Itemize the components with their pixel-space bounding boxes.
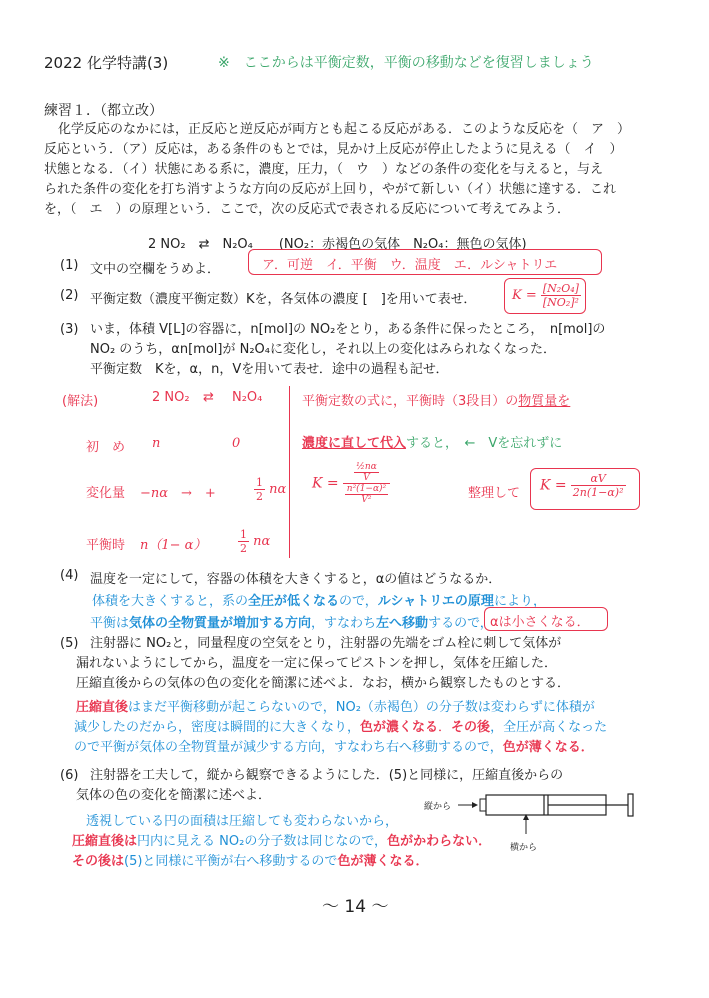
q6-a2-b: 円内に見える NO₂の分子数は同じなので， [137,834,388,849]
solution-divider [289,386,290,558]
q6-line-2: 気体の色の変化を簡潔に述べよ． [76,788,272,803]
q5-a2-r1: 色が濃くなる [360,720,439,735]
row-initial-product: 0 [232,436,241,451]
q4-text: 温度を一定にして，容器の体積を大きくすると，αの値はどうなるか． [90,572,502,587]
q5-a1-r: 圧縮直後 [76,700,129,715]
header-note: ※ ここからは平衡定数，平衡の移動などを復習しましょう [218,55,594,71]
half-den: 2 [256,490,263,503]
body-line-2: 反応という．（ア）反応は，ある条件のもとでは，見かけ上反応が停止したように見える（ イ ） [44,142,623,157]
solution-right-2-text: すると， ← Vを忘れずに [406,436,563,451]
solution-reactant: 2 NO₂ [152,390,190,405]
solution-arrow: ⇄ [203,390,214,405]
reaction-equation: 2 NO₂ ⇄ N₂O₄ (NO₂：赤褐色の気体 N₂O₄：無色の気体) [148,237,527,252]
q4-a2-5: するので， [428,616,493,631]
row-change-product: nα [269,482,287,497]
q4-number: (4) [60,568,79,583]
solution-right-1-text: 平衡定数の式に，平衡時（3段目）の [302,394,519,409]
q5-a3-r: 色が薄くなる． [502,740,594,755]
half-num: 1 [256,476,263,489]
k-derivation-den [343,484,390,505]
q5-a2-b2: ，全圧が高くなった [490,720,608,735]
final-den: 2n(1−α)² [572,486,624,499]
exercise-body [44,120,630,220]
q5-a2-b: 減少したのだから，密度は瞬間的に大きくなり， [74,720,361,735]
q6-a3-b: (5)と同様に平衡が右へ移動するので [124,854,338,869]
q5-number: (5) [60,636,79,651]
q5-line-2: 漏れないようにしてから，温度を一定に保ってピストンを押し，気体を圧縮した． [76,656,558,671]
q1-answer: ア．可逆 イ．平衡 ウ．温度 エ．ルシャトリエ [262,258,558,273]
q2-k: K = [512,288,537,303]
final-num: αV [571,472,626,486]
final-k: K = [540,477,567,494]
q4-answer-1 [92,590,546,609]
q5-a1-b: はまだ平衡移動が起こらないので，NO₂（赤褐色）の分子数は変わらずに体積が [128,700,595,715]
k-num-top: ½nα [356,462,377,472]
q4-a1-2: 全圧が低くなる [248,594,340,609]
half-num-2: 1 [240,528,247,541]
row-initial-reactant: n [152,436,161,451]
q2-answer [512,282,581,309]
q5-answer-line-1 [76,698,607,718]
q4-a1-3: ので， [339,594,378,609]
q4-a2-3: ，すなわち [311,616,377,631]
q3-line-1: いま，体積 V[L]の容器に，n[mol]の NO₂をとり，ある条件に保ったところ， n[mol]の [90,322,606,337]
row-eq-reactant: n（1− α） [140,538,207,553]
q4-a2-4: 左へ移動 [376,616,429,631]
q4-answer-2 [90,612,493,631]
q4-a1-1: 体積を大きくすると，系の [92,594,249,609]
final-answer [540,472,626,499]
q3-text [90,320,605,380]
q6-answer-line-3 [72,852,491,872]
solution-right-2-underlined: 濃度に直して代入 [302,436,407,451]
row-eq-label: 平衡時 [86,538,126,553]
k-derivation-k: K = [312,475,339,492]
q5-text [76,634,571,694]
q5-a3-b: ので平衡が気体の全物質量が減少する方向，すなわち右へ移動するので， [74,740,503,755]
q5-answer-line-3 [74,738,607,758]
q4-a1-4: ルシャトリエの原理 [377,594,494,609]
k-num-bottom: V [363,473,370,483]
solution-product: N₂O₄ [232,390,263,405]
q1-number: (1) [60,258,79,273]
q6-a2-r: 圧縮直後は [72,834,138,849]
q4-answer-boxed: αは小さくなる． [490,615,590,630]
q2-denominator: [NO₂]² [542,296,579,309]
syringe-diagram [456,790,646,840]
solution-right-2 [302,432,562,451]
q5-answer [76,698,607,758]
k-derivation [312,462,390,505]
page-number: 〜 14 〜 [322,897,389,917]
q5-answer-line-2 [74,718,607,738]
body-line-1: 化学反応のなかには，正反応と逆反応が両方とも起こる反応がある．このような反応を（ ア ） [58,122,631,137]
q2-text: 平衡定数（濃度平衡定数）Kを，各気体の濃度 [ ]を用いて表せ． [90,292,477,307]
row-change-half [254,476,286,503]
q3-number: (3) [60,322,79,337]
q4-a2-1: 平衡は [90,616,130,631]
row-eq-half [238,528,270,555]
q2-number: (2) [60,288,79,303]
q6-answer [72,812,491,872]
body-line-3: 状態となる．（イ）状態にある系に，濃度，圧力，（ ウ ）などの条件の変化を与えると，与え [44,162,604,177]
solution-right-1 [302,390,570,409]
q4-a1-5: により， [493,594,546,609]
row-change-reactant: −nα → + [140,486,216,501]
q6-a3-r2: 色が薄くなる． [337,854,429,869]
k-derivation-num [343,462,390,484]
half-den-2: 2 [240,542,247,555]
body-line-5: を，（ エ ）の原理という．ここで，次の反応式で表される反応について考えてみよう． [44,202,570,217]
q6-line-1: 注射器を工夫して，縦から観察できるようにした．(5)と同様に，圧縮直後からの [90,768,564,783]
q5-a2-sep: ． [438,720,452,735]
solution-label: (解法) [62,394,99,409]
q5-a2-r2: その後 [451,720,491,735]
label-side: 横から [510,843,538,853]
q4-a2-2: 気体の全物質量が増加する方向 [129,616,312,631]
q1-text: 文中の空欄をうめよ． [90,262,221,277]
row-eq-product: nα [253,534,271,549]
row-change-label: 変化量 [86,486,126,501]
solution-right-1-underlined: 物質量を [518,394,571,409]
q3-line-3: 平衡定数 Kを，α，n，Vを用いて表せ．途中の過程も記せ． [90,362,449,377]
k-den-bottom: V² [361,495,372,505]
q6-answer-line-2 [72,832,491,852]
arrange-label: 整理して [468,486,521,501]
q3-line-2: NO₂ のうち，αn[mol]が N₂O₄に変化し，それ以上の変化はみられなくなった． [90,342,556,357]
q6-number: (6) [60,768,79,783]
q6-a3-r: その後は [72,854,125,869]
q5-line-1: 注射器に NO₂と，同量程度の空気をとり，注射器の先端をゴム栓に刺して気体が [90,636,562,651]
q6-answer-line-1: 透視している円の面積は圧縮しても変わらないから， [86,814,399,829]
label-vertical: 縦から [424,802,452,812]
row-initial-label: 初 め [86,440,126,455]
course-title: 2022 化学特講(3) [44,54,169,72]
k-den-top: n²(1−α)² [346,484,387,494]
exercise-title: 練習１．（都立改） [44,103,163,119]
q5-line-3: 圧縮直後からの気体の色の変化を簡潔に述べよ．なお，横から観察したものとする． [76,676,571,691]
body-line-4: られた条件の変化を打ち消すような方向の反応が上回り，やがて新しい（イ）状態に達する．これ [44,182,617,197]
q2-numerator: [N₂O₄] [542,282,579,295]
q6-a2-r2: 色がかわらない． [387,834,492,849]
